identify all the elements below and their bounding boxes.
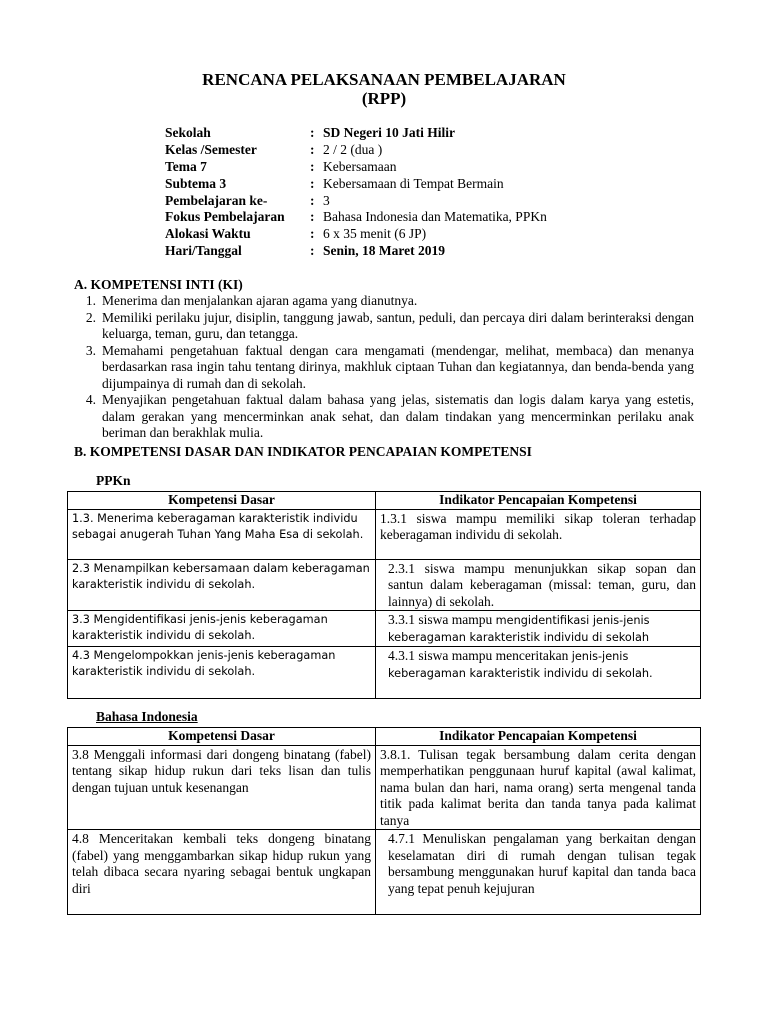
ppkn-heading: PPKn — [96, 473, 131, 488]
ppkn-table — [67, 491, 701, 699]
kd-cell: 4.8 Menceritakan kembali teks dongeng binatang (fabel) yang menggambarkan sikap hidup rukun yang telah dibaca secara nyaring sebagai bentuk ungkapan diri — [68, 830, 376, 915]
ki-list — [72, 293, 694, 442]
meta-row-kelas — [165, 142, 547, 159]
indicator-cell: 4.7.1 Menuliskan pengalaman yang berkaitan dengan keselamatan diri di rumah dengan tulisan tegak bersambung menggunakan huruf kapital dan tanda baca yang tepat penuh kejujuran — [376, 830, 701, 915]
list-item-text: Menerima dan menjalankan ajaran agama yang dianutnya. — [102, 293, 418, 308]
list-item-text: Menyajikan pengetahuan faktual dalam bahasa yang jelas, sistematis dan logis dalam karya yang estetis, dalam gerakan yang mencerminkan anak sehat, dan dalam tindakan yang mencerminkan perilaku anak beriman dan berakhlak mulia. — [102, 392, 694, 440]
table-row — [68, 830, 701, 915]
meta-row-sekolah — [165, 125, 547, 142]
indicator-cell: 3.8.1. Tulisan tegak bersambung dalam cerita dengan memperhatikan penggunaan huruf kapital (awal kalimat, nama bulan dan hari, nama orang) serta mengenal tanda titik pada kalimat berita dan tanda tanya pada kalimat tanya — [376, 745, 701, 830]
meta-row-subtema — [165, 176, 547, 193]
kd-cell: 1.3. Menerima keberagaman karakteristik individu sebagai anugerah Tuhan Yang Maha Esa di sekolah. — [68, 509, 376, 559]
meta-label: Alokasi Waktu — [165, 226, 251, 242]
meta-label: Fokus Pembelajaran — [165, 209, 285, 225]
meta-value: 6 x 35 menit (6 JP) — [323, 226, 427, 242]
meta-label: Kelas /Semester — [165, 141, 257, 157]
meta-label: Sekolah — [165, 125, 211, 140]
meta-value: Bahasa Indonesia dan Matematika, PPKn — [323, 209, 547, 225]
indicator-text-emphasis: jenis-jenis keberagaman karakteristik individu di sekolah. — [388, 650, 653, 680]
meta-label: Hari/Tanggal — [165, 243, 242, 259]
table-header-row — [68, 492, 701, 510]
meta-label: Tema 7 — [165, 158, 207, 174]
table-row — [68, 647, 701, 699]
meta-label: Subtema 3 — [165, 175, 227, 191]
meta-row-hari — [165, 243, 547, 260]
table-row — [68, 745, 701, 830]
kd-cell: 4.3 Mengelompokkan jenis-jenis keberagaman karakteristik individu di sekolah. — [68, 647, 376, 699]
meta-colon: : — [310, 158, 315, 174]
indicator-cell: 2.3.1 siswa mampu menunjukkan sikap sopan dan santun dalam keberagaman (missal: teman, guru, dan lainnya) di sekolah. — [376, 559, 701, 611]
meta-colon: : — [310, 175, 315, 191]
list-item — [72, 392, 694, 442]
meta-row-pembelajaran — [165, 193, 547, 210]
column-header-kd: Kompetensi Dasar — [68, 728, 376, 746]
document-title: RENCANA PELAKSANAAN PEMBELAJARAN — [202, 70, 566, 89]
document-subtitle: (RPP) — [361, 89, 407, 108]
meta-label: Pembelajaran ke- — [165, 192, 268, 208]
list-item — [72, 310, 694, 343]
meta-value: 2 / 2 (dua ) — [323, 141, 383, 157]
indicator-cell — [376, 647, 701, 699]
meta-colon: : — [310, 209, 315, 225]
column-header-indikator: Indikator Pencapaian Kompetensi — [376, 492, 701, 510]
kd-cell: 3.8 Menggali informasi dari dongeng binatang (fabel) tentang sikap hidup rukun dari teks lisan dan tulis dengan tujuan untuk kesenangan — [68, 745, 376, 830]
bahasa-table — [67, 727, 701, 915]
kd-cell: 2.3 Menampilkan kebersamaan dalam keberagaman karakteristik individu di sekolah. — [68, 559, 376, 611]
list-item — [72, 293, 694, 310]
meta-value: Kebersamaan — [323, 158, 397, 174]
list-item-text: Memiliki perilaku jujur, disiplin, tanggung jawab, santun, peduli, dan percaya diri dalam berinteraksi dengan keluarga, teman, guru, dan tetangga. — [102, 309, 694, 341]
table-header-row — [68, 728, 701, 746]
meta-colon: : — [310, 125, 315, 140]
table-row — [68, 611, 701, 647]
meta-row-alokasi — [165, 226, 547, 243]
list-item-text: Memahami pengetahuan faktual dengan cara mengamati (mendengar, melihat, membaca) dan menanya berdasarkan rasa ingin tahu tentang dirinya, makhluk ciptaan Tuhan dan kegiatannya, dan benda-benda yang dijumpainya di rumah dan di sekolah. — [102, 342, 694, 391]
section-b-heading: B. KOMPETENSI DASAR DAN INDIKATOR PENCAPAIAN KOMPETENSI — [74, 444, 532, 459]
list-item — [72, 343, 694, 393]
meta-colon: : — [310, 192, 315, 208]
meta-colon: : — [310, 226, 315, 242]
meta-value: Kebersamaan di Tempat Bermain — [323, 175, 504, 191]
list-item-number: 2. — [85, 309, 96, 325]
list-item-number: 3. — [85, 342, 96, 358]
indicator-cell: 1.3.1 siswa mampu memiliki sikap toleran terhadap keberagaman individu di sekolah. — [376, 509, 701, 559]
meta-value: Senin, 18 Maret 2019 — [323, 243, 445, 259]
bahasa-heading: Bahasa Indonesia — [96, 709, 198, 724]
kd-cell: 3.3 Mengidentifikasi jenis-jenis keberagaman karakteristik individu di sekolah. — [68, 611, 376, 647]
indicator-cell — [376, 611, 701, 647]
table-row — [68, 559, 701, 611]
table-row — [68, 509, 701, 559]
meta-colon: : — [310, 141, 315, 157]
column-header-kd: Kompetensi Dasar — [68, 492, 376, 510]
list-item-number: 4. — [85, 392, 96, 407]
indicator-text-emphasis: mengidentifikasi jenis-jenis keberagaman karakteristik individu di sekolah — [388, 614, 650, 644]
indicator-text: 3.3.1 siswa mampu — [388, 612, 496, 627]
meta-value: SD Negeri 10 Jati Hilir — [323, 125, 455, 140]
identity-block — [165, 125, 547, 260]
meta-row-tema — [165, 159, 547, 176]
meta-row-fokus — [165, 209, 547, 226]
meta-value: 3 — [323, 192, 330, 208]
meta-colon: : — [310, 243, 315, 259]
column-header-indikator: Indikator Pencapaian Kompetensi — [376, 728, 701, 746]
list-item-number: 1. — [85, 293, 96, 308]
section-a-heading: A. KOMPETENSI INTI (KI) — [74, 277, 243, 292]
indicator-text: 4.3.1 siswa mampu menceritakan — [388, 648, 572, 663]
